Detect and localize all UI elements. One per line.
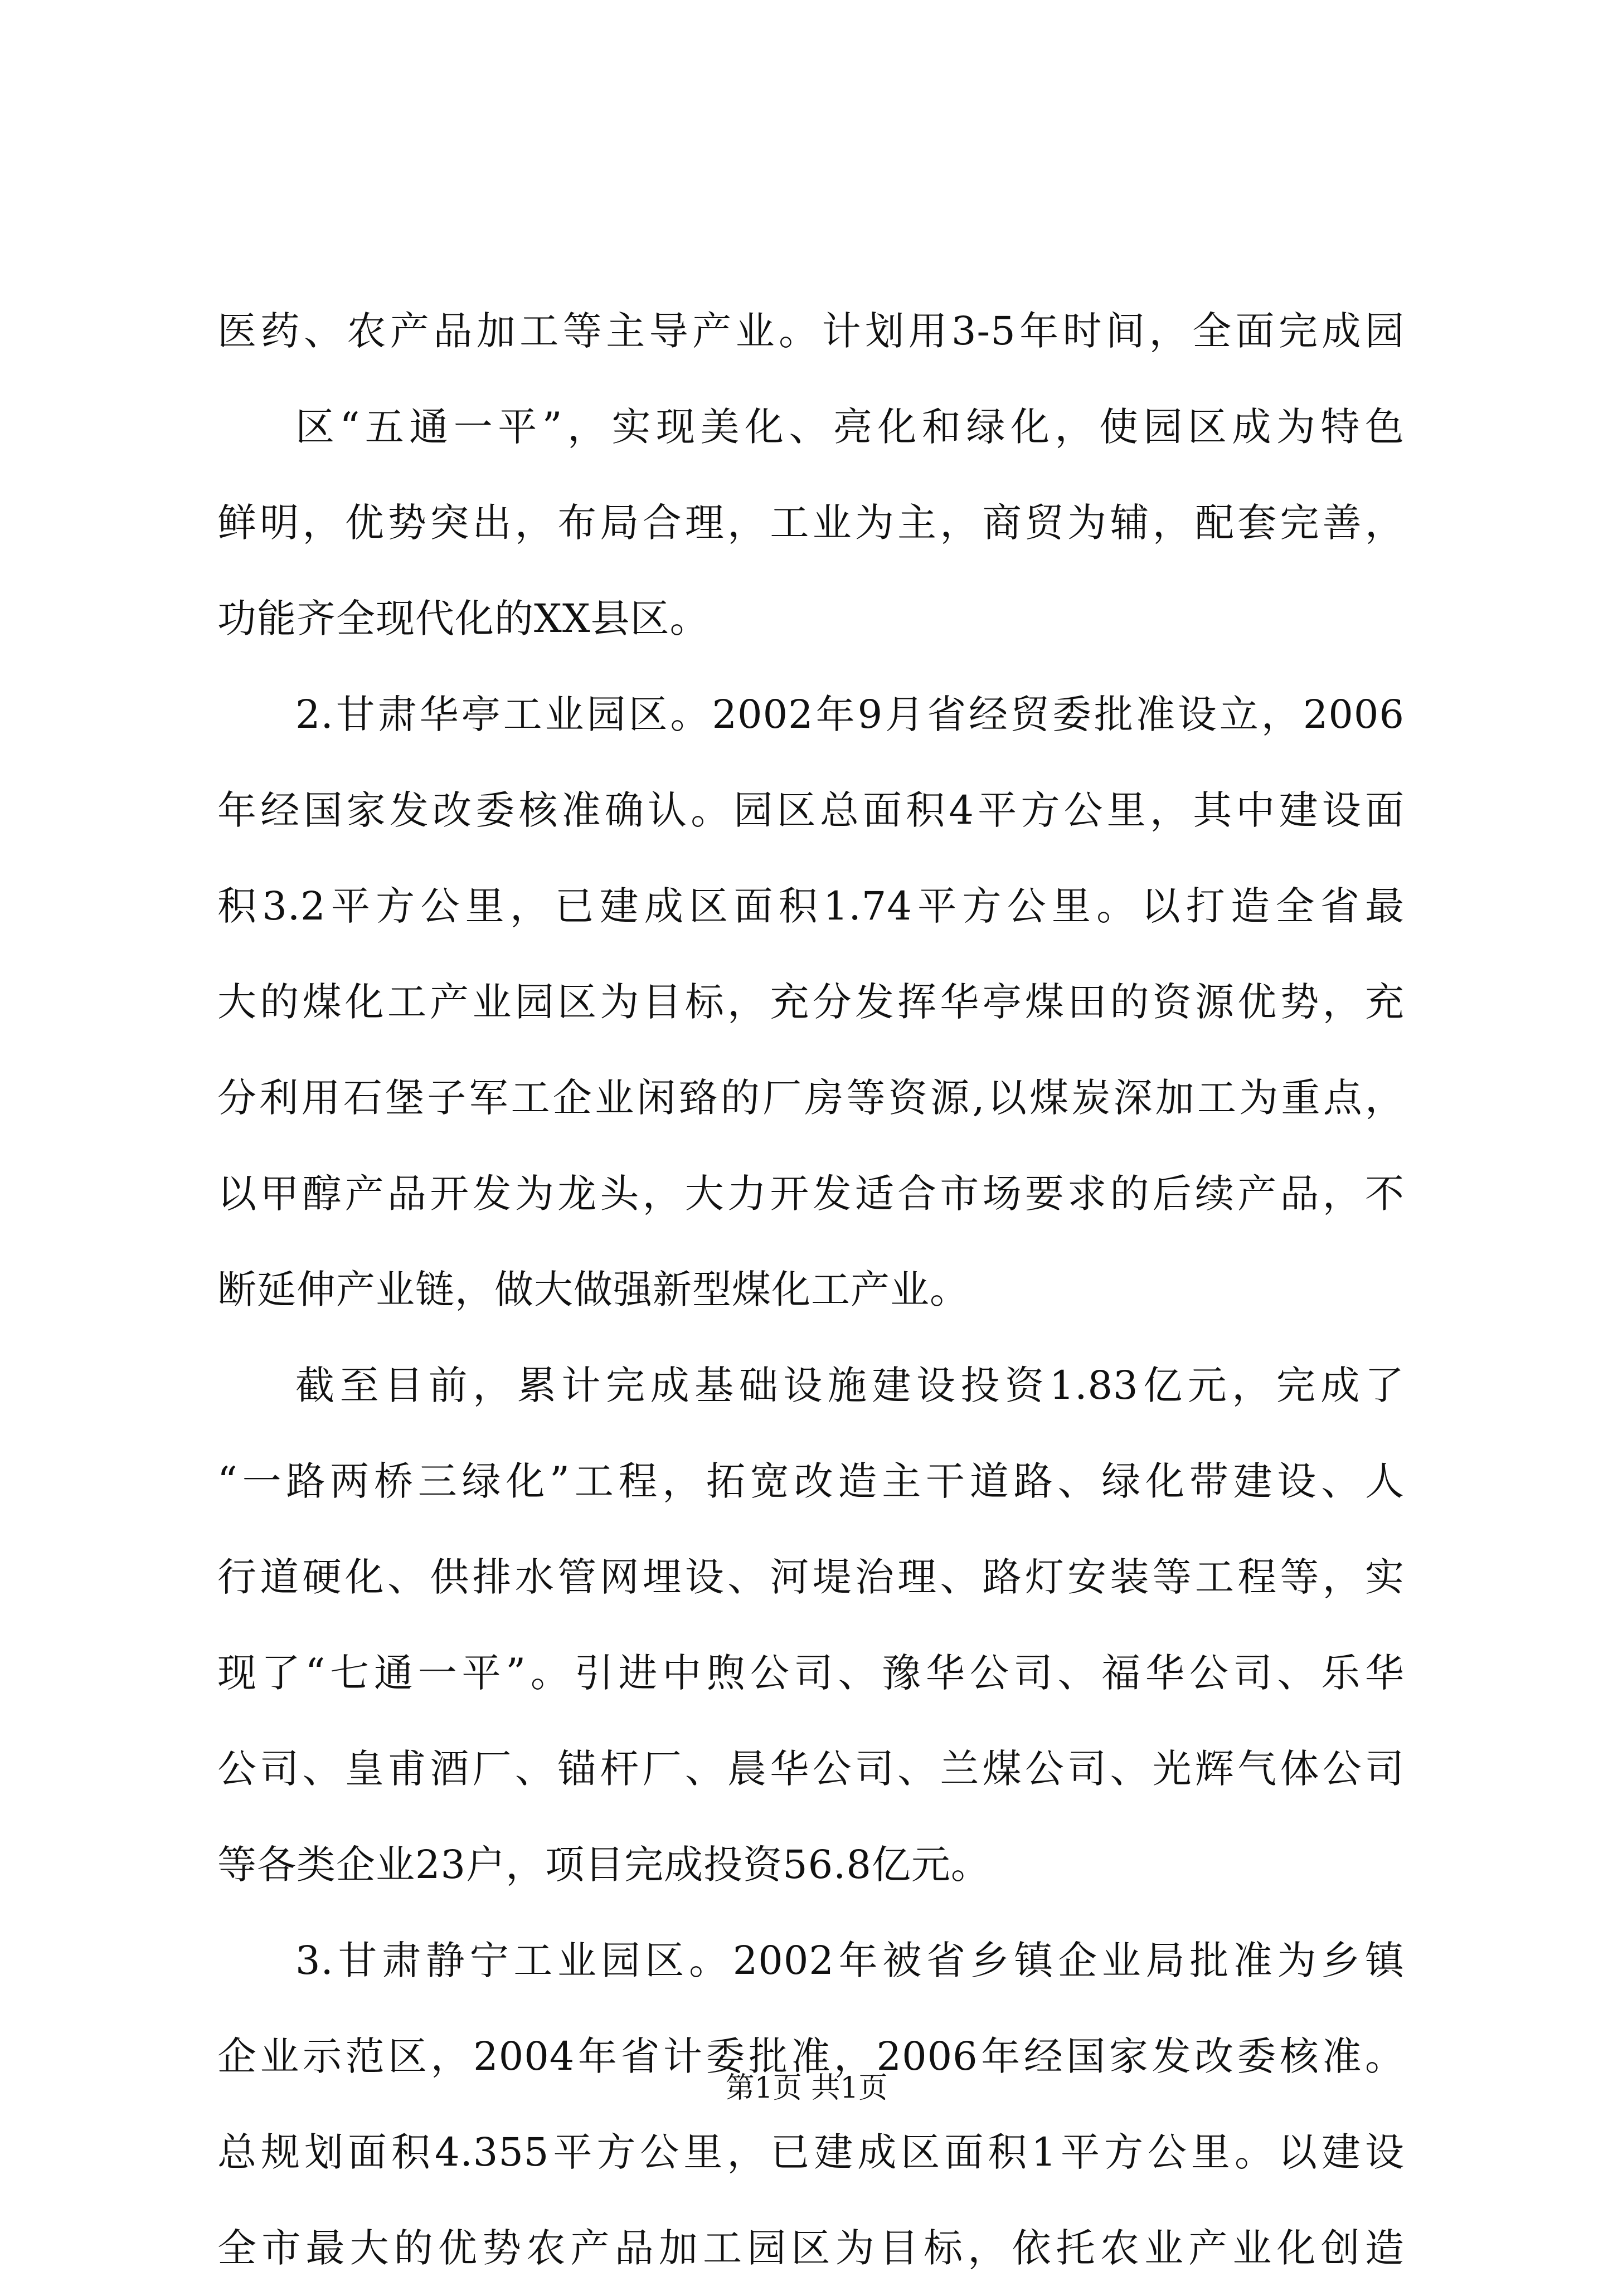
text-line: 以甲醇产品开发为龙头，大力开发适合市场要求的后续产品，不 <box>217 1171 1405 1217</box>
text-line: 区“五通一平”，实现美化、亮化和绿化，使园区成为特色 <box>295 404 1405 450</box>
text-line: 等各类企业23户，项目完成投资56.8亿元。 <box>217 1842 990 1888</box>
text-line: 行道硬化、供排水管网埋设、河堤治理、路灯安装等工程等，实 <box>217 1554 1405 1600</box>
text-line: “一路两桥三绿化”工程，拓宽改造主干道路、绿化带建设、人 <box>217 1458 1405 1504</box>
text-line: 积3.2平方公里，已建成区面积1.74平方公里。以打造全省最 <box>217 883 1405 929</box>
text-line: 断延伸产业链，做大做强新型煤化工产业。 <box>217 1267 969 1312</box>
text-line: 企业示范区，2004年省计委批准，2006年经国家发改委核准。 <box>217 2034 1405 2079</box>
page-footer: 第1页 共1页 <box>725 2071 888 2105</box>
text-line: 公司、皇甫酒厂、锚杆厂、晨华公司、兰煤公司、光辉气体公司 <box>217 1746 1405 1792</box>
text-line: 大的煤化工产业园区为目标，充分发挥华亭煤田的资源优势，充 <box>217 979 1405 1025</box>
text-line: 全市最大的优势农产品加工园区为目标，依托农业产业化创造 <box>217 2225 1405 2271</box>
text-line: 功能齐全现代化的XX县区。 <box>217 596 710 641</box>
text-line: 现了“七通一平”。引进中煦公司、豫华公司、福华公司、乐华 <box>217 1650 1405 1696</box>
text-line: 医药、农产品加工等主导产业。计划用3-5年时间，全面完成园 <box>217 308 1405 354</box>
text-line: 鲜明，优势突出，布局合理，工业为主，商贸为辅，配套完善， <box>217 500 1405 546</box>
text-line: 总规划面积4.355平方公里，已建成区面积1平方公里。以建设 <box>217 2129 1405 2175</box>
text-line: 2.甘肃华亭工业园区。2002年9月省经贸委批准设立，2006 <box>295 692 1405 737</box>
text-line: 3.甘肃静宁工业园区。2002年被省乡镇企业局批准为乡镇 <box>295 1938 1405 1983</box>
text-line: 分利用石堡子军工企业闲臵的厂房等资源,以煤炭深加工为重点， <box>217 1075 1405 1121</box>
text-line: 年经国家发改委核准确认。园区总面积4平方公里，其中建设面 <box>217 787 1405 833</box>
text-line: 截至目前，累计完成基础设施建设投资1.83亿元，完成了 <box>295 1363 1405 1408</box>
document-body <box>217 283 1405 2296</box>
